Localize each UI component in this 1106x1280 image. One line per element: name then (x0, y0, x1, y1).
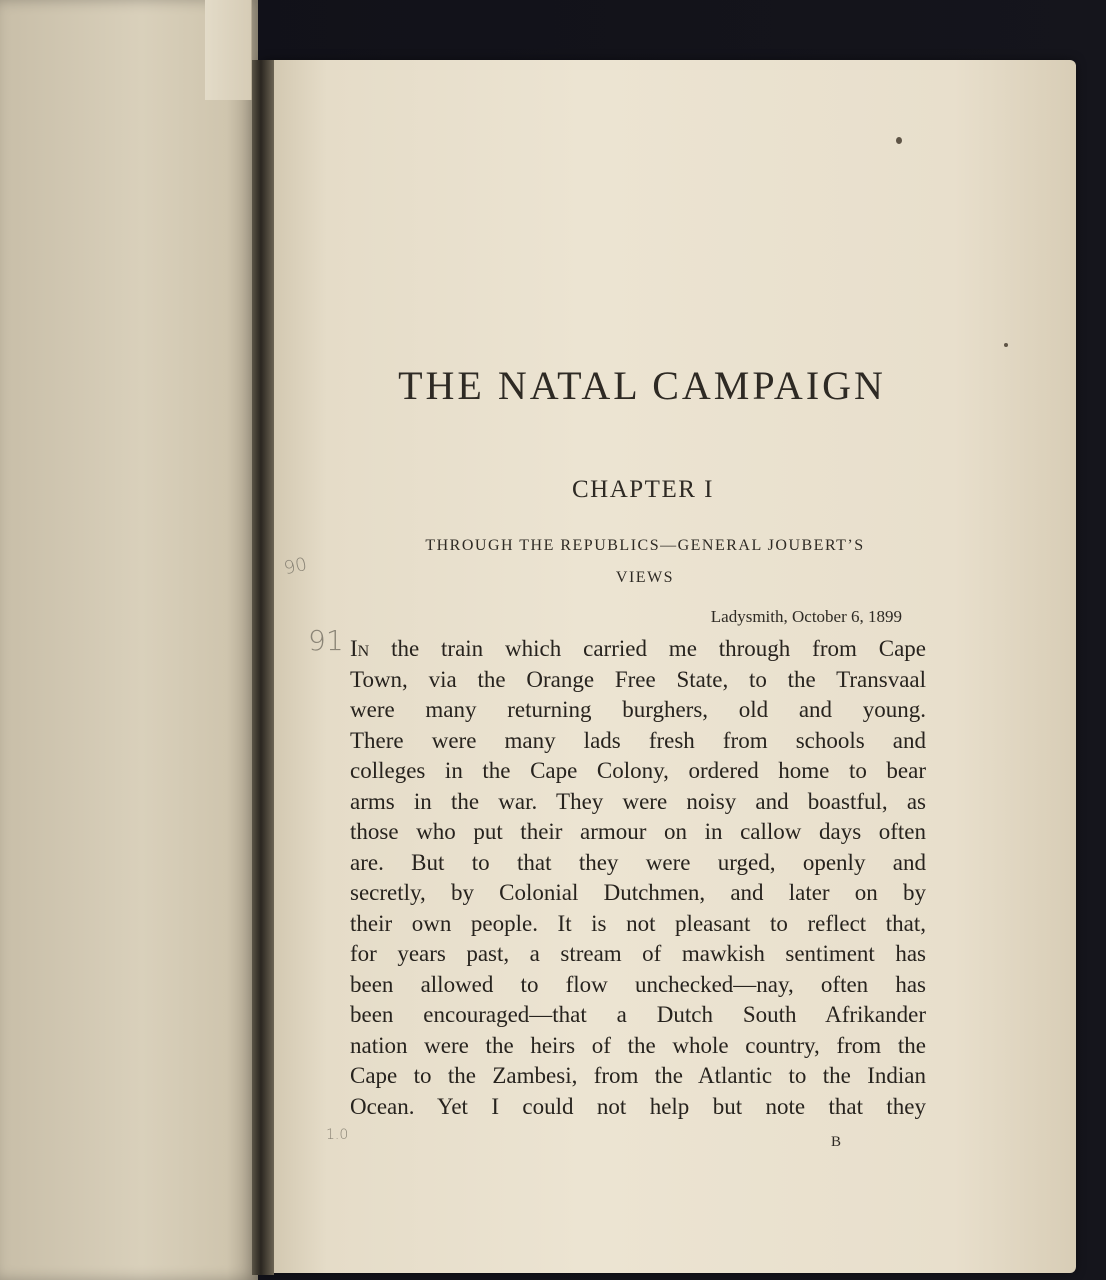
body-line: nation were the heirs of the whole country, from the (350, 1032, 926, 1058)
body-line: Cape to the Zambesi, from the Atlantic to the Indian (350, 1063, 926, 1088)
body-line: are. But to that they were urged, openly and (350, 849, 926, 875)
body-line: There were many lads fresh from schools and (350, 727, 926, 753)
dateline: Ladysmith, October 6, 1899 (710, 607, 902, 626)
book-gutter (252, 60, 274, 1275)
body-line: secretly, by Colonial Dutchmen, and later on by (350, 880, 926, 905)
body-line: been encouraged—that a Dutch South Afrikander (350, 1002, 926, 1027)
body-line (350, 634, 926, 665)
body-line: colleges in the Cape Colony, ordered home to bear (350, 758, 926, 783)
chapter-heading: CHAPTER I (572, 476, 714, 503)
pencil-annotation: 90 (282, 553, 309, 580)
body-line: been allowed to flow unchecked—nay, often has (350, 971, 926, 997)
body-line: Ocean. Yet I could not help but note that they (350, 1093, 926, 1119)
paper-speck (896, 137, 902, 144)
pencil-annotation: 1.0 (326, 1127, 349, 1143)
left-page (0, 0, 258, 1280)
body-line: arms in the war. They were noisy and boastful, as (350, 788, 926, 814)
body-line: for years past, a stream of mawkish sentiment has (350, 941, 926, 966)
left-page-flap (205, 0, 252, 100)
chapter-subtitle-line: THROUGH THE REPUBLICS—GENERAL JOUBERT’S (425, 537, 865, 554)
pencil-annotation: 91 (308, 624, 344, 657)
signature-mark: B (830, 1134, 841, 1150)
body-line: those who put their armour on in callow days often (350, 819, 926, 844)
chapter-subtitle-line: VIEWS (615, 569, 675, 586)
body-line-text: the train which carried me through from Cape (369, 636, 926, 661)
body-line: their own people. It is not pleasant to reflect that, (350, 910, 926, 936)
body-line: Town, via the Orange Free State, to the Transvaal (350, 666, 926, 692)
body-paragraph (350, 634, 926, 1122)
drop-word: In (350, 636, 370, 661)
chapter-subtitle (380, 530, 910, 594)
book-title: THE NATAL CAMPAIGN (398, 363, 886, 408)
paper-speck (1004, 343, 1008, 347)
body-line: were many returning burghers, old and young. (350, 697, 926, 722)
